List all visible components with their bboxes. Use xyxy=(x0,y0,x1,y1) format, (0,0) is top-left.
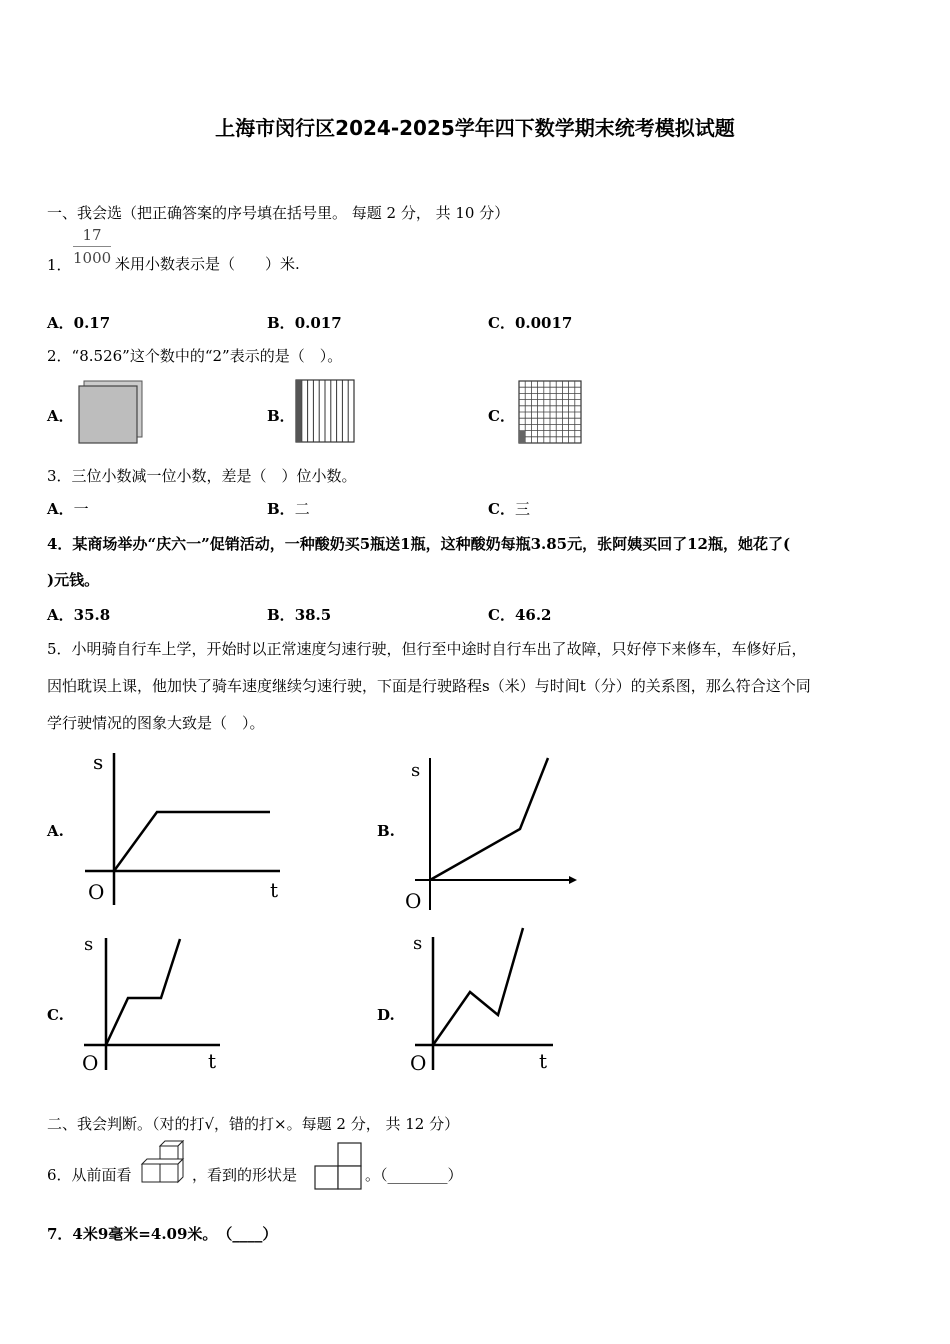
question-text-cont: 因怕耽误上课，他加快了骑车速度继续匀速行驶，下面是行驶路程s（米）与时间t（分）的关系图，那么符合这个同 xyxy=(47,677,811,695)
question-text-mid: ，看到的形状是 xyxy=(192,1166,298,1184)
question-text: 米用小数表示是（ ）米. xyxy=(115,255,300,273)
question-text-cont: )元钱。 xyxy=(47,571,100,589)
option-c: C．46.2 xyxy=(488,606,552,624)
option-a: A．一 xyxy=(47,500,89,518)
option-b: B．38.5 xyxy=(267,606,332,624)
question-text: 4．某商场举办“庆六一”促销活动，一种酸奶买5瓶送1瓶，这种酸奶每瓶3.85元，张阿姨买回了12瓶，她花了( xyxy=(47,535,791,553)
question-text: 6．从前面看 xyxy=(47,1166,132,1184)
fraction xyxy=(73,226,111,267)
option-a-label: A． xyxy=(47,407,74,425)
section-heading: 二、我会判断。（对的打√，错的打×。每题 2 分， 共 12 分） xyxy=(47,1115,460,1133)
option-b-label: B． xyxy=(267,407,295,425)
option-a: A．35.8 xyxy=(47,606,111,624)
hundred-grid-figure xyxy=(516,378,586,446)
origin-label: O xyxy=(82,1051,99,1075)
section-heading: 一、我会选（把正确答案的序号填在括号里。 每题 2 分， 共 10 分） xyxy=(47,204,510,222)
front-view-figure xyxy=(314,1141,364,1191)
answer-blank[interactable]: 。（________） xyxy=(365,1166,463,1184)
axis-label-s: s xyxy=(411,760,421,781)
option-c-label: C. xyxy=(47,1006,64,1024)
question-text: 3．三位小数减一位小数，差是（ ）位小数。 xyxy=(47,467,357,485)
origin-label: O xyxy=(410,1051,427,1075)
option-a-label: A. xyxy=(47,822,64,840)
fraction-numerator: 17 xyxy=(82,226,102,244)
option-c: C．三 xyxy=(488,500,530,518)
option-c: C．0.0017 xyxy=(488,314,573,332)
axis-label-s: s xyxy=(413,933,423,954)
page-title: 上海市闵行区2024-2025学年四下数学期末统考模拟试题 xyxy=(215,116,735,140)
option-b: B．0.017 xyxy=(267,314,342,332)
axis-label-t: t xyxy=(270,878,279,902)
axis-label-s: s xyxy=(84,934,94,955)
axis-label-t: t xyxy=(539,1049,548,1073)
question-text: 5．小明骑自行车上学，开始时以正常速度匀速行驶，但行至中途时自行车出了故障，只好停下来修车，车修好后， xyxy=(47,640,807,658)
option-a: A．0.17 xyxy=(47,314,111,332)
option-b-label: B. xyxy=(377,822,395,840)
graph-d xyxy=(405,925,555,1075)
cube-stack-figure xyxy=(140,1140,190,1190)
fraction-denominator: 1000 xyxy=(73,249,112,267)
option-b: B．二 xyxy=(267,500,310,518)
graph-b xyxy=(400,750,585,912)
graph-c xyxy=(80,930,225,1075)
axis-label-s: s xyxy=(93,750,104,774)
stacked-squares-figure xyxy=(76,378,146,446)
origin-label: O xyxy=(88,880,105,904)
option-d-label: D. xyxy=(377,1006,395,1024)
option-c-label: C． xyxy=(488,407,515,425)
question-text: 7．4米9毫米=4.09米。 （____） xyxy=(47,1225,278,1243)
column-strips-figure xyxy=(294,378,356,446)
axis-label-t: t xyxy=(208,1049,217,1073)
origin-label: O xyxy=(405,889,422,912)
question-text: 2．“8.526”这个数中的“2”表示的是（ ）。 xyxy=(47,347,343,365)
graph-a xyxy=(80,745,295,910)
question-text-cont: 学行驶情况的图象大致是（ ）。 xyxy=(47,714,265,732)
question-number: 1． xyxy=(47,256,72,274)
